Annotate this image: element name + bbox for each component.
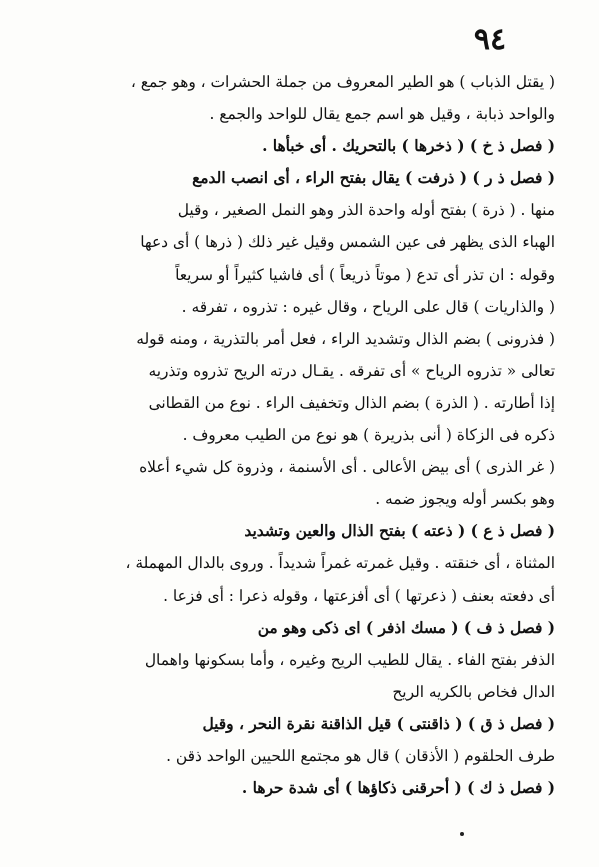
text-line: الذفر بفتح الفاء . يقال للطيب الريح وغيره ، وأما بسكونها واهمال	[144, 650, 555, 669]
text-line: ( يقتل الذباب ) هو الطير المعروف من جملة الحشرات ، وهو جمع ،	[130, 73, 555, 91]
page-speck	[460, 832, 464, 836]
text-line: الهباء الذى يظهر فى عين الشمس وقيل غير ذلك ( ذرها ) أى دعها	[140, 233, 555, 252]
text-line: ( فذرونى ) بضم الذال وتشديد الراء ، فعل أمر بالتذرية ، ومنه قوله	[136, 329, 555, 348]
text-line: ( والذاريات ) قال على الرياح ، وقال غيره : تذروه ، تفرقه .	[181, 297, 555, 316]
text-line: وقوله : ان تذر أى تدع ( موتاً ذريعاً ) أى فاشيا كثيراً أو سريعاً	[175, 265, 555, 284]
page-number: ٩٤	[473, 22, 507, 57]
section-heading-line: ( فصل ذ ع ) ( ذعته ) بفتح الذال والعين وتشديد	[244, 522, 555, 541]
text-line: والواحد ذبابة ، وقيل هو اسم جمع يقال للواحد والجمع .	[209, 105, 555, 124]
page-body	[49, 66, 555, 804]
text-line: المثناة ، أى خنقته . وقيل غمرته غمراً شديداً . وروى بالدال المهملة ،	[125, 554, 555, 573]
text-line: منها . ( ذرة ) بفتح أوله واحدة الذر وهو النمل الصغير ، وقيل	[177, 201, 555, 220]
section-heading-line: ( فصل ذ ر ) ( ذرفت ) يقال بفتح الراء ، أى انصب الدمع	[192, 169, 555, 188]
section-heading-line: ( فصل ذ ف ) ( مسك اذفر ) اى ذكى وهو من	[257, 618, 555, 637]
text-line: إذا أطارته . ( الذرة ) بضم الذال وتخفيف الراء . نوع من القطانى	[148, 393, 555, 412]
text-line: ( غر الذرى ) أى بيض الأعالى . أى الأسنمة ، وذروة كل شيء أعلاه	[139, 458, 555, 477]
section-heading-line: ( فصل ذ خ ) ( ذخرها ) بالتحريك . أى خبأها .	[262, 137, 555, 156]
text-line: ذكره فى الزكاة ( أنى بذريرة ) هو نوع من الطيب معروف .	[182, 426, 555, 445]
section-heading-line: ( فصل ذ ق ) ( ذاقنتى ) قيل الذاقنة نقرة النحر ، وقيل	[202, 714, 555, 733]
text-line: أى دفعته بعنف ( ذعرتها ) أى أفزعتها ، وقوله ذعرا : أى فزعا .	[163, 586, 555, 605]
text-line: طرف الحلقوم ( الأذقان ) قال هو مجتمع اللحيين الواحد ذقن .	[166, 746, 555, 765]
text-line: تعالى « تذروه الرياح » أى تفرقه . يقـال درته الريح تذروه وتذريه	[148, 361, 555, 380]
section-heading-line: ( فصل ذ ك ) ( أحرقنى ذكاؤها ) أى شدة حرها .	[241, 779, 555, 798]
text-line: الدال فخاص بالكريه الريح	[392, 682, 555, 701]
text-line: وهو بكسر أوله ويجوز ضمه .	[375, 490, 555, 509]
